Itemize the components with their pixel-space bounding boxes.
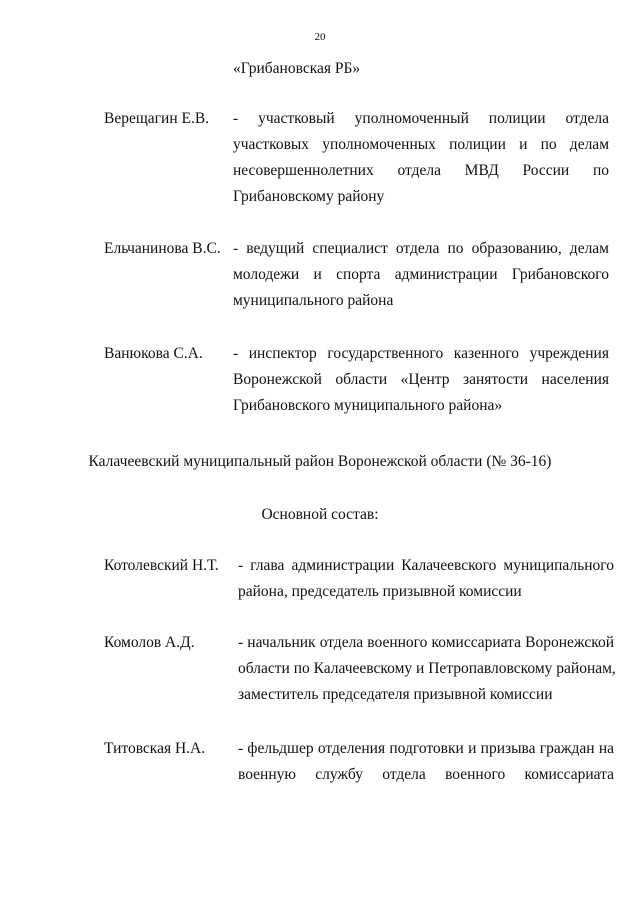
description-line: района, председатель призывной комиссии bbox=[238, 583, 522, 600]
member-description bbox=[238, 553, 614, 605]
description-line: Грибановского муниципального района» bbox=[233, 397, 503, 414]
district-heading: Калачеевский муниципальный район Воронежской области (№ 36-16) bbox=[88, 453, 552, 470]
description-line: области по Калачеевскому и Петропавловскому районам, bbox=[238, 660, 616, 677]
description-line: - ведущий специалист отдела по образованию, делам bbox=[233, 240, 609, 257]
composition-heading: Основной состав: bbox=[261, 506, 379, 523]
page-number: 20 bbox=[314, 31, 326, 43]
member-name: Титовская Н.А. bbox=[104, 740, 206, 757]
description-line: - инспектор государственного казенного учреждения bbox=[233, 345, 609, 362]
description-line: военную службу отдела военного комиссариата bbox=[238, 766, 614, 783]
description-line: - начальник отдела военного комиссариата Воронежской bbox=[238, 634, 614, 651]
member-name: Ельчанинова В.С. bbox=[104, 240, 221, 257]
member-description bbox=[233, 341, 609, 419]
member-name: Верещагин Е.В. bbox=[104, 110, 210, 127]
member-name: Ванюкова С.А. bbox=[104, 345, 203, 362]
member-description bbox=[238, 736, 614, 788]
member-name: Комолов А.Д. bbox=[104, 634, 195, 651]
description-line: муниципального района bbox=[233, 292, 394, 309]
continuation-line: «Грибановская РБ» bbox=[233, 60, 361, 77]
member-description bbox=[233, 106, 609, 210]
description-line: - глава администрации Калачеевского муниципального bbox=[238, 557, 614, 574]
member-name: Котолевский Н.Т. bbox=[104, 557, 219, 574]
member-description bbox=[238, 630, 614, 708]
description-line: участковых уполномоченных полиции и по делам bbox=[233, 136, 609, 153]
description-line: Грибановскому району bbox=[233, 188, 385, 205]
description-line: молодежи и спорта администрации Грибановского bbox=[233, 266, 609, 283]
description-line: - участковый уполномоченный полиции отдела bbox=[233, 110, 609, 127]
description-line: заместитель председателя призывной комиссии bbox=[238, 686, 553, 703]
description-line: несовершеннолетних отдела МВД России по bbox=[233, 162, 609, 179]
description-line: Воронежской области «Центр занятости населения bbox=[233, 371, 609, 388]
description-line: - фельдшер отделения подготовки и призыва граждан на bbox=[238, 740, 614, 757]
member-description bbox=[233, 236, 609, 314]
